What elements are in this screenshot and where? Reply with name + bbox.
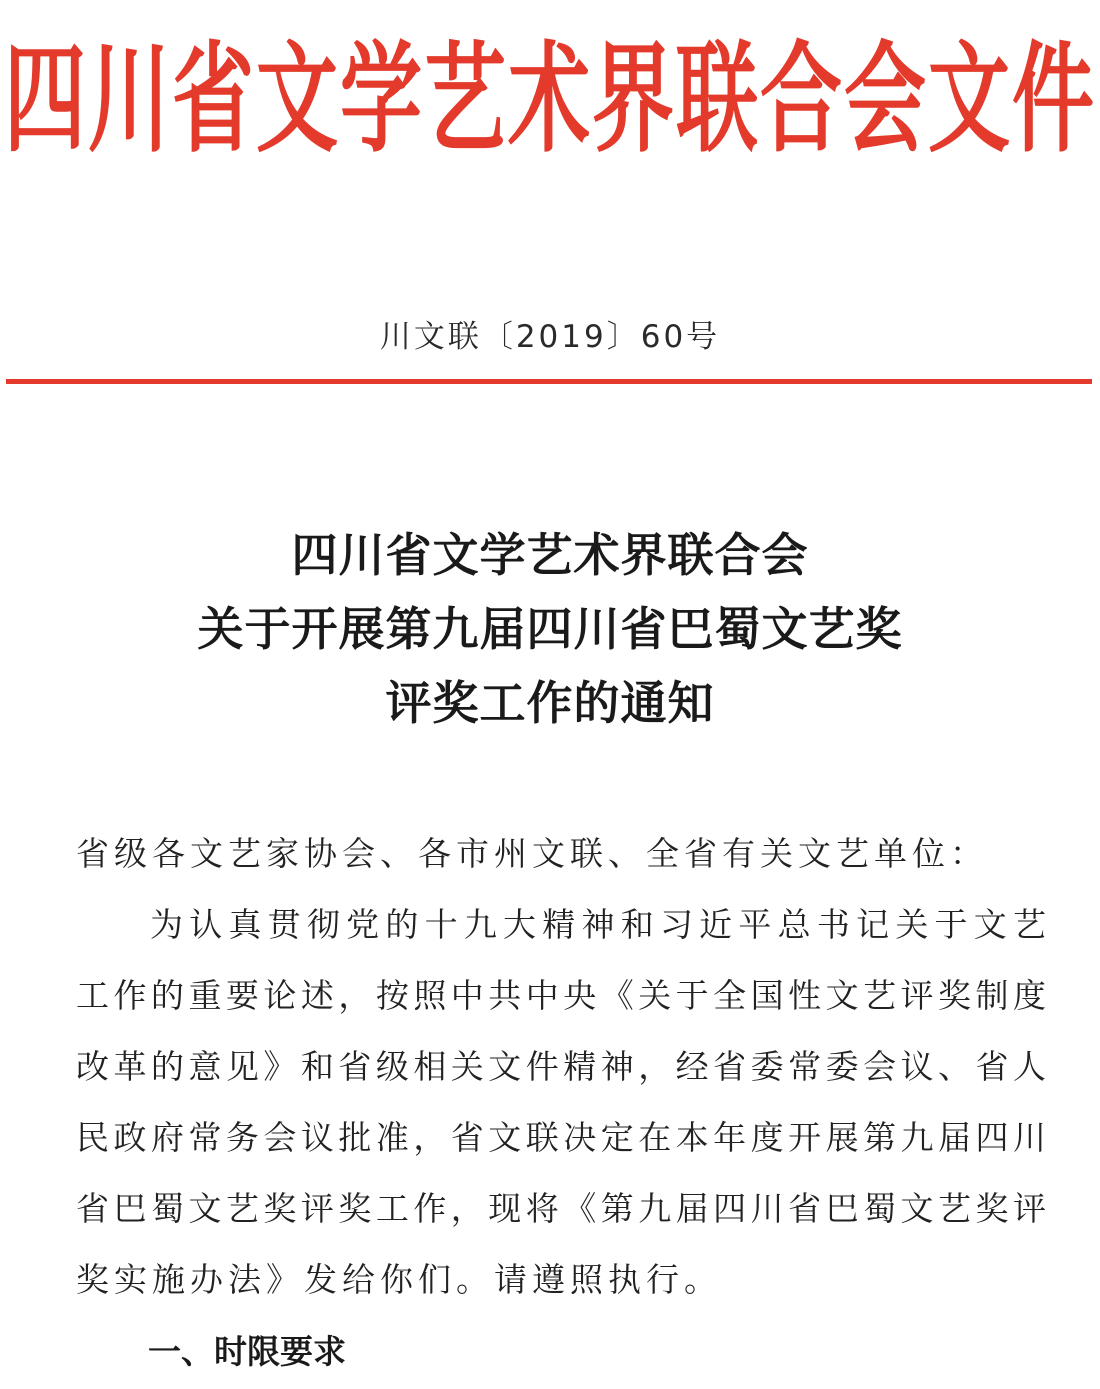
notice-title-line-3: 评奖工作的通知: [385, 676, 715, 730]
paragraph-line-1: 为认真贯彻党的十九大精神和习近平总书记关于文艺: [150, 905, 1046, 944]
document-number: 川文联〔2019〕60号: [379, 319, 721, 355]
paragraph-line-4: 民政府常务会议批准，省文联决定在本年度开展第九届四川: [76, 1118, 1046, 1157]
addressee-line: 省级各文艺家协会、各市州文联、全省有关文艺单位：: [76, 834, 988, 873]
paragraph-line-3: 改革的意见》和省级相关文件精神，经省委常委会议、省人: [76, 1047, 1046, 1086]
notice-title-line-1: 四川省文学艺术界联合会: [291, 528, 809, 582]
document-header-title: 四川省文学艺术界联合会文件: [3, 31, 1096, 170]
notice-title: [0, 518, 1100, 740]
section-heading-time-limit: 一、时限要求: [148, 1332, 346, 1371]
paragraph-line-6: 奖实施办法》发给你们。请遵照执行。: [76, 1260, 722, 1299]
notice-title-line-2: 关于开展第九届四川省巴蜀文艺奖: [197, 602, 903, 656]
paragraph-line-2: 工作的重要论述，按照中共中央《关于全国性文艺评奖制度: [76, 976, 1046, 1015]
paragraph-line-5: 省巴蜀文艺奖评奖工作，现将《第九届四川省巴蜀文艺奖评: [76, 1189, 1046, 1228]
red-divider-line: [6, 379, 1092, 384]
document-body: [76, 818, 1046, 1315]
